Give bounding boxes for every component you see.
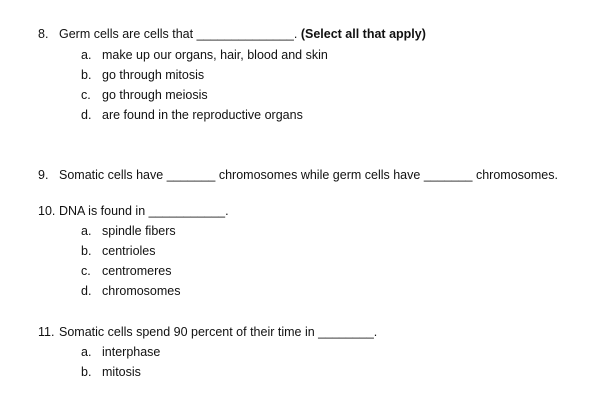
question-10-option-b bbox=[81, 243, 156, 259]
answer-blank: ___________ bbox=[148, 204, 226, 218]
question-8-option-a bbox=[81, 47, 328, 63]
answer-blank: ______________ bbox=[196, 27, 294, 41]
option-letter: b. bbox=[81, 365, 92, 379]
option-text: spindle fibers bbox=[102, 224, 176, 238]
question-number: 9. bbox=[38, 168, 49, 182]
question-10-option-c bbox=[81, 263, 171, 279]
answer-blank-1: _______ bbox=[166, 168, 216, 182]
question-10-option-d bbox=[81, 283, 181, 299]
question-number: 10. bbox=[38, 204, 56, 218]
question-8-option-c bbox=[81, 87, 208, 103]
option-text: go through meiosis bbox=[102, 88, 208, 102]
option-letter: d. bbox=[81, 108, 92, 122]
option-text: are found in the reproductive organs bbox=[102, 108, 303, 122]
question-8-option-d bbox=[81, 107, 303, 123]
question-text-end: . bbox=[373, 325, 378, 339]
option-text: go through mitosis bbox=[102, 68, 205, 82]
question-11-stem bbox=[38, 324, 377, 340]
option-letter: a. bbox=[81, 48, 92, 62]
question-text-part1: Somatic cells have bbox=[59, 168, 164, 182]
question-text-part3: chromosomes. bbox=[475, 168, 558, 182]
option-text: centromeres bbox=[102, 264, 172, 278]
option-letter: b. bbox=[81, 68, 92, 82]
select-all-instruction: (Select all that apply) bbox=[300, 27, 426, 41]
question-text: DNA is found in bbox=[59, 204, 146, 218]
question-11-option-a bbox=[81, 344, 160, 360]
option-text: centrioles bbox=[102, 244, 156, 258]
question-number: 8. bbox=[38, 27, 49, 41]
question-10-option-a bbox=[81, 223, 176, 239]
answer-blank: ________ bbox=[318, 325, 374, 339]
question-text: Germ cells are cells that bbox=[59, 27, 194, 41]
option-text: make up our organs, hair, blood and skin bbox=[102, 48, 328, 62]
option-text: chromosomes bbox=[102, 284, 181, 298]
option-text: mitosis bbox=[102, 365, 141, 379]
question-11-option-b bbox=[81, 364, 141, 380]
question-10-stem bbox=[38, 203, 229, 219]
question-text-end: . bbox=[293, 27, 301, 41]
answer-blank-2: _______ bbox=[423, 168, 473, 182]
question-text-end: . bbox=[225, 204, 229, 218]
option-letter: d. bbox=[81, 284, 92, 298]
question-8-option-b bbox=[81, 67, 204, 83]
question-8-stem bbox=[38, 26, 426, 42]
question-text: Somatic cells spend 90 percent of their time in bbox=[59, 325, 315, 339]
option-letter: c. bbox=[81, 88, 91, 102]
option-letter: c. bbox=[81, 264, 91, 278]
option-text: interphase bbox=[102, 345, 161, 359]
option-letter: a. bbox=[81, 224, 92, 238]
option-letter: a. bbox=[81, 345, 92, 359]
question-9-stem bbox=[38, 167, 558, 183]
question-text-part2: chromosomes while germ cells have bbox=[218, 168, 421, 182]
option-letter: b. bbox=[81, 244, 92, 258]
question-number: 11. bbox=[38, 325, 55, 339]
